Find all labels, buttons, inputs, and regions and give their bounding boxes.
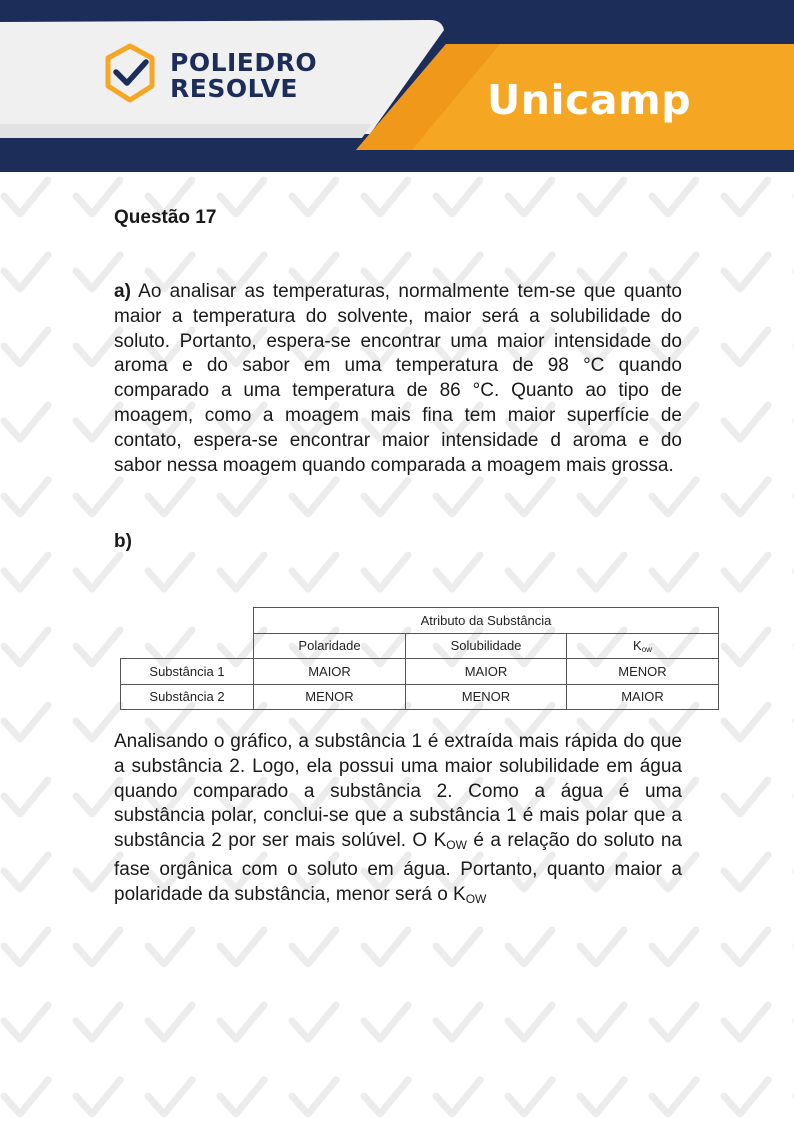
- column-header-solubilidade: Solubilidade: [406, 633, 567, 659]
- brand-logo-text: [170, 50, 317, 102]
- table-cell: MENOR: [254, 684, 406, 710]
- brand-line-1: POLIEDRO: [170, 48, 318, 77]
- kow-subscript: ow: [641, 644, 652, 654]
- page-header: [0, 0, 794, 172]
- table-group-header: Atributo da Substância: [254, 608, 719, 634]
- table-cell: MENOR: [406, 684, 567, 710]
- exam-name: Unicamp: [487, 76, 692, 124]
- table-row: [121, 659, 719, 685]
- brand-line-2: RESOLVE: [170, 74, 298, 103]
- question-content: [114, 206, 682, 554]
- table-cell: MAIOR: [254, 659, 406, 685]
- part-b-text-2: é a relação do soluto na fase orgânica com o soluto em água. Portanto, quanto maior a polaridade da substância, menor será o K: [114, 830, 682, 905]
- kow-subscript-inline-end: OW: [465, 891, 487, 906]
- table-cell: MENOR: [567, 659, 719, 685]
- part-a-label: a): [114, 281, 131, 302]
- part-a-text: Ao analisar as temperaturas, normalmente tem-se que quanto maior a temperatura do solvente, maior será a solubilidade do soluto. Portanto, espera-se encontrar uma maior intensidade do aroma e do sabor em uma temperatura de 98 °C quando comparado a uma temperatura de 86 °C. Quanto ao tipo de moagem, como a moagem mais fina tem maior superfície de contato, espera-se encontrar maior intensidade d aroma e do sabor nessa moagem quando comparada a moagem mais grossa.: [114, 281, 683, 476]
- column-header-polaridade: Polaridade: [254, 633, 406, 659]
- part-b-paragraph: [114, 730, 682, 912]
- row-label: Substância 1: [121, 659, 254, 685]
- question-title: Questão 17: [114, 207, 217, 228]
- attribute-table: [120, 607, 719, 710]
- part-b-label: b): [114, 531, 132, 553]
- part-b-text-1: Analisando o gráfico, a substância 1 é extraída mais rápida do que a substância 2. Logo, ela possui uma maior solubilidade em água quando comparado a substância 2. Como a água é uma substância polar, conclui-se que a substância 1 é mais polar que a substância 2 por ser mais solúvel. O K: [114, 731, 682, 852]
- attribute-table-wrapper: [120, 607, 719, 710]
- column-header-kow: [567, 633, 719, 659]
- kow-symbol: K: [633, 637, 642, 653]
- row-label: Substância 2: [121, 684, 254, 710]
- kow-subscript-inline: OW: [446, 838, 467, 853]
- table-cell: MAIOR: [406, 659, 567, 685]
- table-row: [121, 684, 719, 710]
- part-a-paragraph: [114, 280, 682, 478]
- table-cell: MAIOR: [567, 684, 719, 710]
